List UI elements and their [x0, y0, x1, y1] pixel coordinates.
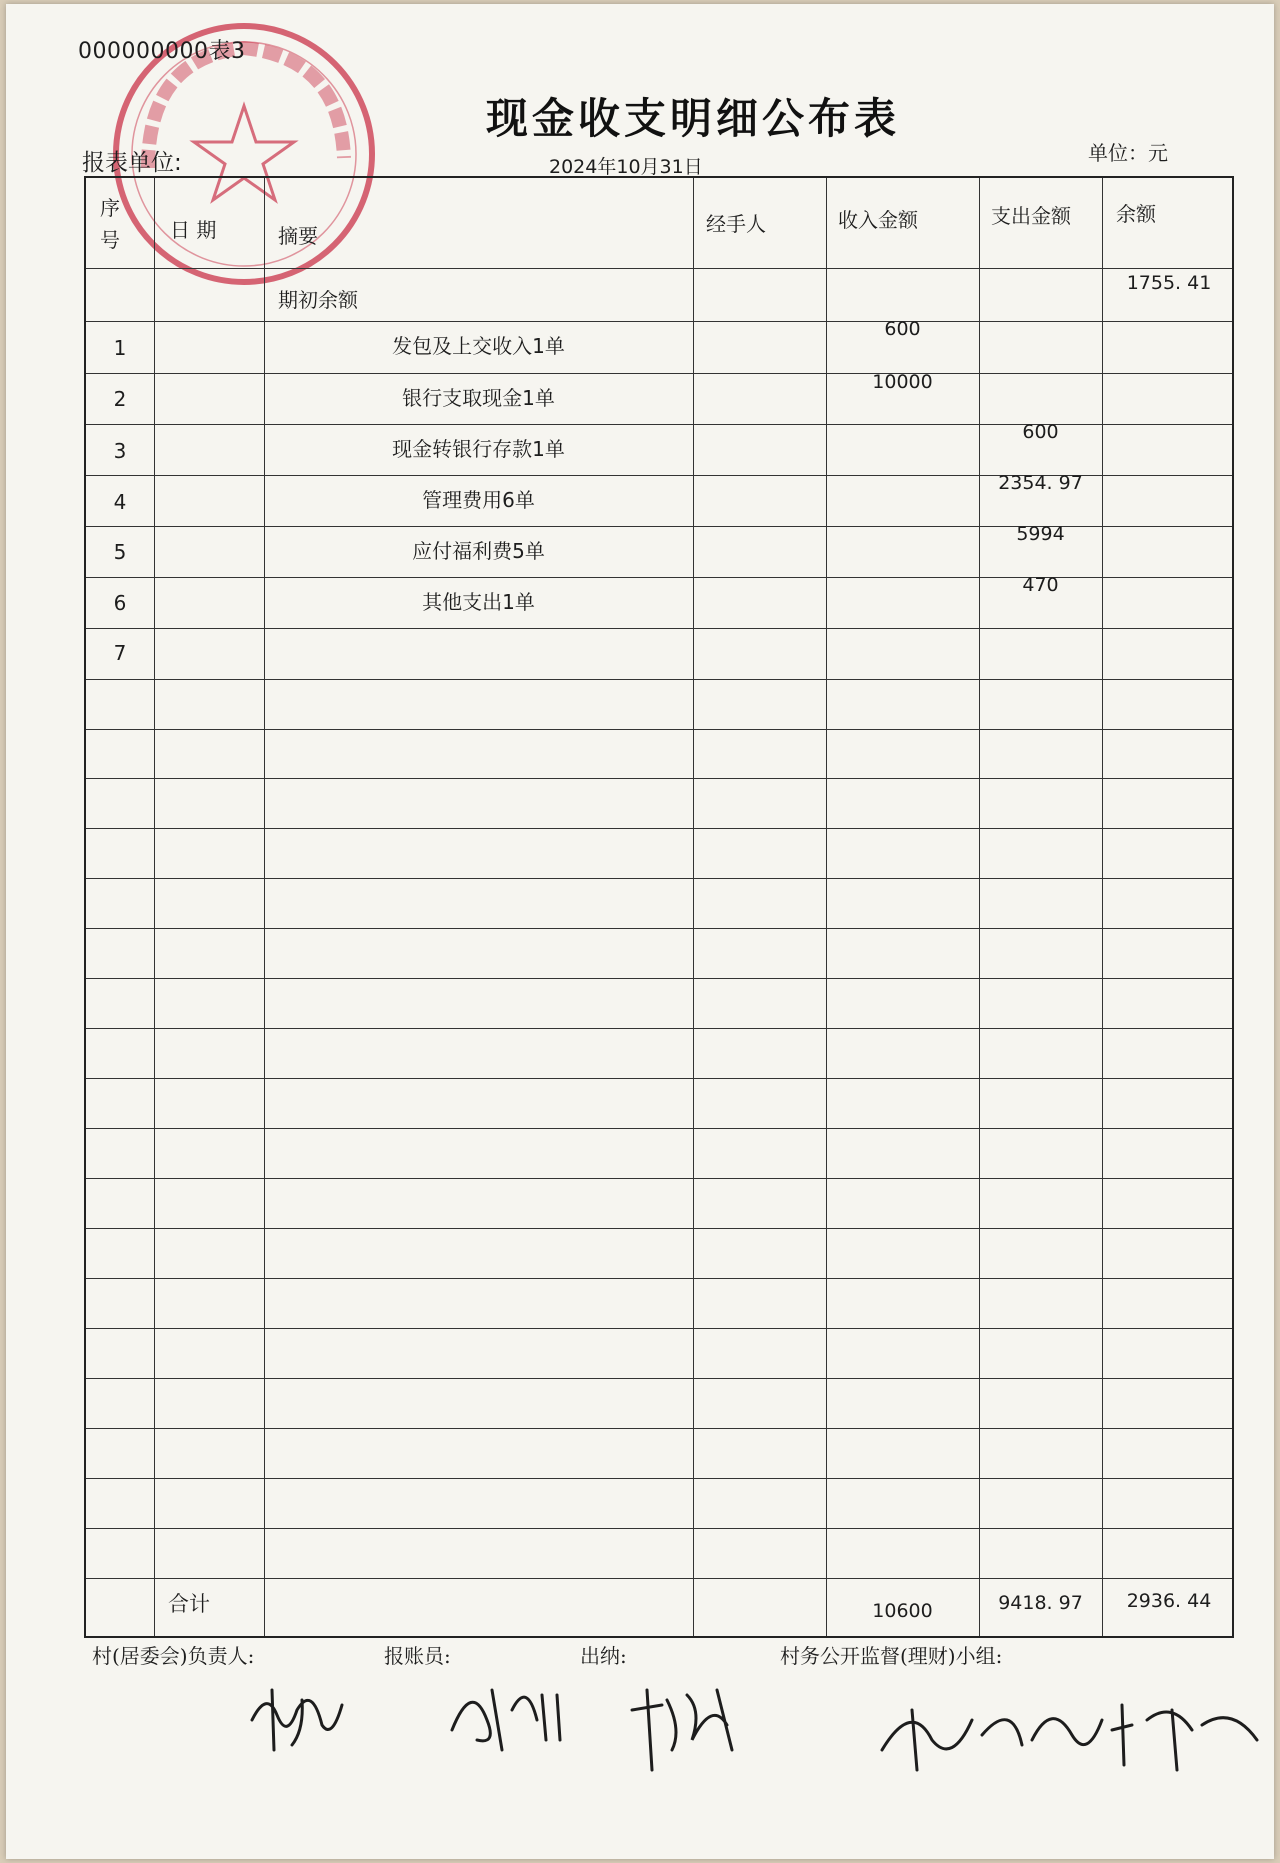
- row-seq: 2: [113, 387, 127, 411]
- row-divider: [86, 1378, 1232, 1379]
- row-seq: 4: [113, 490, 127, 514]
- row-summary: 现金转银行存款1单: [392, 437, 565, 461]
- supervision-label: 村务公开监督(理财)小组:: [780, 1644, 1003, 1668]
- row-divider: [86, 1578, 1232, 1579]
- header-expense: 支出金额: [991, 204, 1071, 228]
- header-balance: 余额: [1116, 202, 1156, 226]
- leader-label: 村(居委会)负责人:: [92, 1644, 255, 1668]
- total-label: 合计: [168, 1592, 210, 1616]
- col-divider: [1102, 178, 1103, 1636]
- row-divider: [86, 1278, 1232, 1279]
- report-unit-label: 报表单位:: [82, 150, 182, 176]
- row-expense: 2354. 97: [998, 472, 1083, 494]
- row-divider: [86, 1128, 1232, 1129]
- total-expense: 9418. 97: [998, 1592, 1083, 1614]
- row-summary: 其他支出1单: [422, 590, 535, 614]
- row-expense: 600: [1022, 421, 1059, 443]
- opening-summary: 期初余额: [278, 288, 358, 312]
- row-divider: [86, 1328, 1232, 1329]
- row-divider: [86, 1228, 1232, 1229]
- row-divider: [86, 628, 1232, 629]
- row-divider: [86, 978, 1232, 979]
- total-balance: 2936. 44: [1126, 1590, 1212, 1612]
- row-expense: 470: [1022, 574, 1059, 596]
- row-divider: [86, 1528, 1232, 1529]
- total-income: 10600: [872, 1600, 933, 1622]
- col-divider: [979, 178, 980, 1636]
- header-seq-line2: 号: [100, 228, 120, 252]
- row-divider: [86, 878, 1232, 879]
- header-income: 收入金额: [838, 208, 918, 232]
- header-handler: 经手人: [706, 212, 766, 236]
- accountant-label: 报账员:: [384, 1644, 451, 1668]
- row-divider: [86, 729, 1232, 730]
- row-seq: 1: [113, 336, 127, 360]
- row-income: 10000: [872, 371, 933, 393]
- row-divider: [86, 268, 1232, 269]
- row-seq: 6: [113, 591, 127, 615]
- col-divider: [154, 178, 155, 1636]
- money-unit: 单位：元: [1088, 141, 1168, 165]
- row-seq: 7: [113, 641, 127, 665]
- row-divider: [86, 1478, 1232, 1479]
- supervision-signatures: [872, 1680, 1272, 1780]
- row-divider: [86, 1428, 1232, 1429]
- row-divider: [86, 928, 1232, 929]
- header-summary: 摘要: [278, 224, 318, 248]
- row-divider: [86, 679, 1232, 680]
- row-divider: [86, 828, 1232, 829]
- row-summary: 管理费用6单: [422, 488, 535, 512]
- report-date: 2024年10月31日: [549, 156, 703, 178]
- ledger-table: [84, 176, 1234, 1638]
- accountant-signature: [442, 1670, 572, 1760]
- row-expense: 5994: [1016, 523, 1065, 545]
- document-sheet: [6, 4, 1274, 1859]
- row-divider: [86, 1078, 1232, 1079]
- col-divider: [826, 178, 827, 1636]
- leader-signature: [242, 1670, 352, 1760]
- row-divider: [86, 321, 1232, 322]
- cashier-signature: [622, 1670, 752, 1780]
- form-code: 000000000表3: [78, 39, 246, 64]
- col-divider: [693, 178, 694, 1636]
- page-title: 现金收支明细公布表: [486, 94, 901, 143]
- cashier-label: 出纳:: [580, 1644, 627, 1668]
- header-date: 日 期: [170, 218, 217, 242]
- row-seq: 5: [113, 540, 127, 564]
- row-divider: [86, 778, 1232, 779]
- row-divider: [86, 1028, 1232, 1029]
- signature-section: [92, 1640, 1264, 1790]
- row-divider: [86, 373, 1232, 374]
- header-seq-line1: 序: [100, 196, 120, 220]
- row-summary: 应付福利费5单: [412, 539, 545, 563]
- row-income: 600: [884, 318, 921, 340]
- opening-balance: 1755. 41: [1126, 272, 1212, 294]
- row-seq: 3: [113, 439, 127, 463]
- row-divider: [86, 1178, 1232, 1179]
- row-summary: 发包及上交收入1单: [392, 334, 565, 358]
- row-summary: 银行支取现金1单: [402, 386, 555, 410]
